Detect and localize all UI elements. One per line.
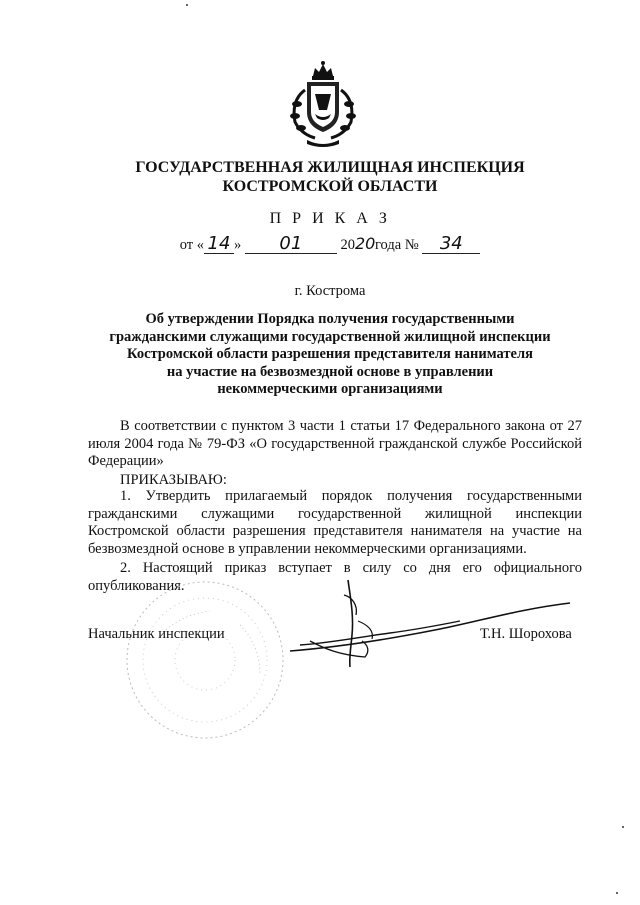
date-prefix: от «: [179, 237, 204, 253]
order-day: 14: [204, 236, 234, 254]
subject-line-3: Костромской области разрешения представителя нанимателя: [127, 346, 533, 362]
city: г. Кострома: [294, 283, 366, 299]
organization-line-2: КОСТРОМСКОЙ ОБЛАСТИ: [222, 178, 438, 195]
subject-line-2: гражданскими служащими государственной жилищной инспекции: [109, 328, 551, 345]
year-prefix: 20: [340, 237, 355, 253]
organization-name: [60, 158, 600, 196]
coat-of-arms-icon: [285, 60, 361, 150]
signatory-name: Т.Н. Шорохова: [480, 626, 572, 642]
order-month: 01: [245, 236, 337, 254]
order-item-1: 1. Утвердить прилагаемый порядок получения государственными гражданскими служащими государственной жилищной инспекции Костромской области разрешения представителя нанимателя на участие на безвозмездной основе в управлении некоммерческими организациями.: [88, 488, 582, 557]
handwritten-signature-icon: [270, 575, 600, 670]
seal-stamp-icon: [120, 575, 290, 745]
order-year-suffix: 20: [354, 234, 376, 253]
scan-speck: [186, 4, 188, 6]
date-day-close: »: [233, 237, 242, 253]
scan-speck: [622, 826, 624, 828]
organization-line-1: ГОСУДАРСТВЕННАЯ ЖИЛИЩНАЯ ИНСПЕКЦИЯ: [135, 159, 525, 176]
signatory-position: Начальник инспекции: [88, 626, 225, 642]
order-number: 34: [422, 236, 480, 254]
subject-line-4: на участие на безвозмездной основе в управлении: [166, 363, 494, 380]
subject-line-5: некоммерческими организациями: [217, 381, 443, 397]
order-item-2: 2. Настоящий приказ вступает в силу со дня его официального опубликования.: [88, 560, 582, 594]
scan-speck: [616, 892, 618, 894]
document-title: П Р И К А З: [269, 210, 391, 227]
order-subject: [70, 311, 590, 399]
number-label: года №: [374, 237, 419, 253]
order-date-line: [60, 233, 600, 254]
subject-line-1: Об утверждении Порядка получения государственными: [145, 311, 515, 327]
preamble-paragraph: В соответствии с пунктом 3 части 1 статьи 17 Федерального закона от 27 июля 2004 года № 79-ФЗ «О государственной гражданской службе Российской Федерации»: [88, 418, 582, 469]
order-word: ПРИКАЗЫВАЮ:: [120, 472, 227, 488]
